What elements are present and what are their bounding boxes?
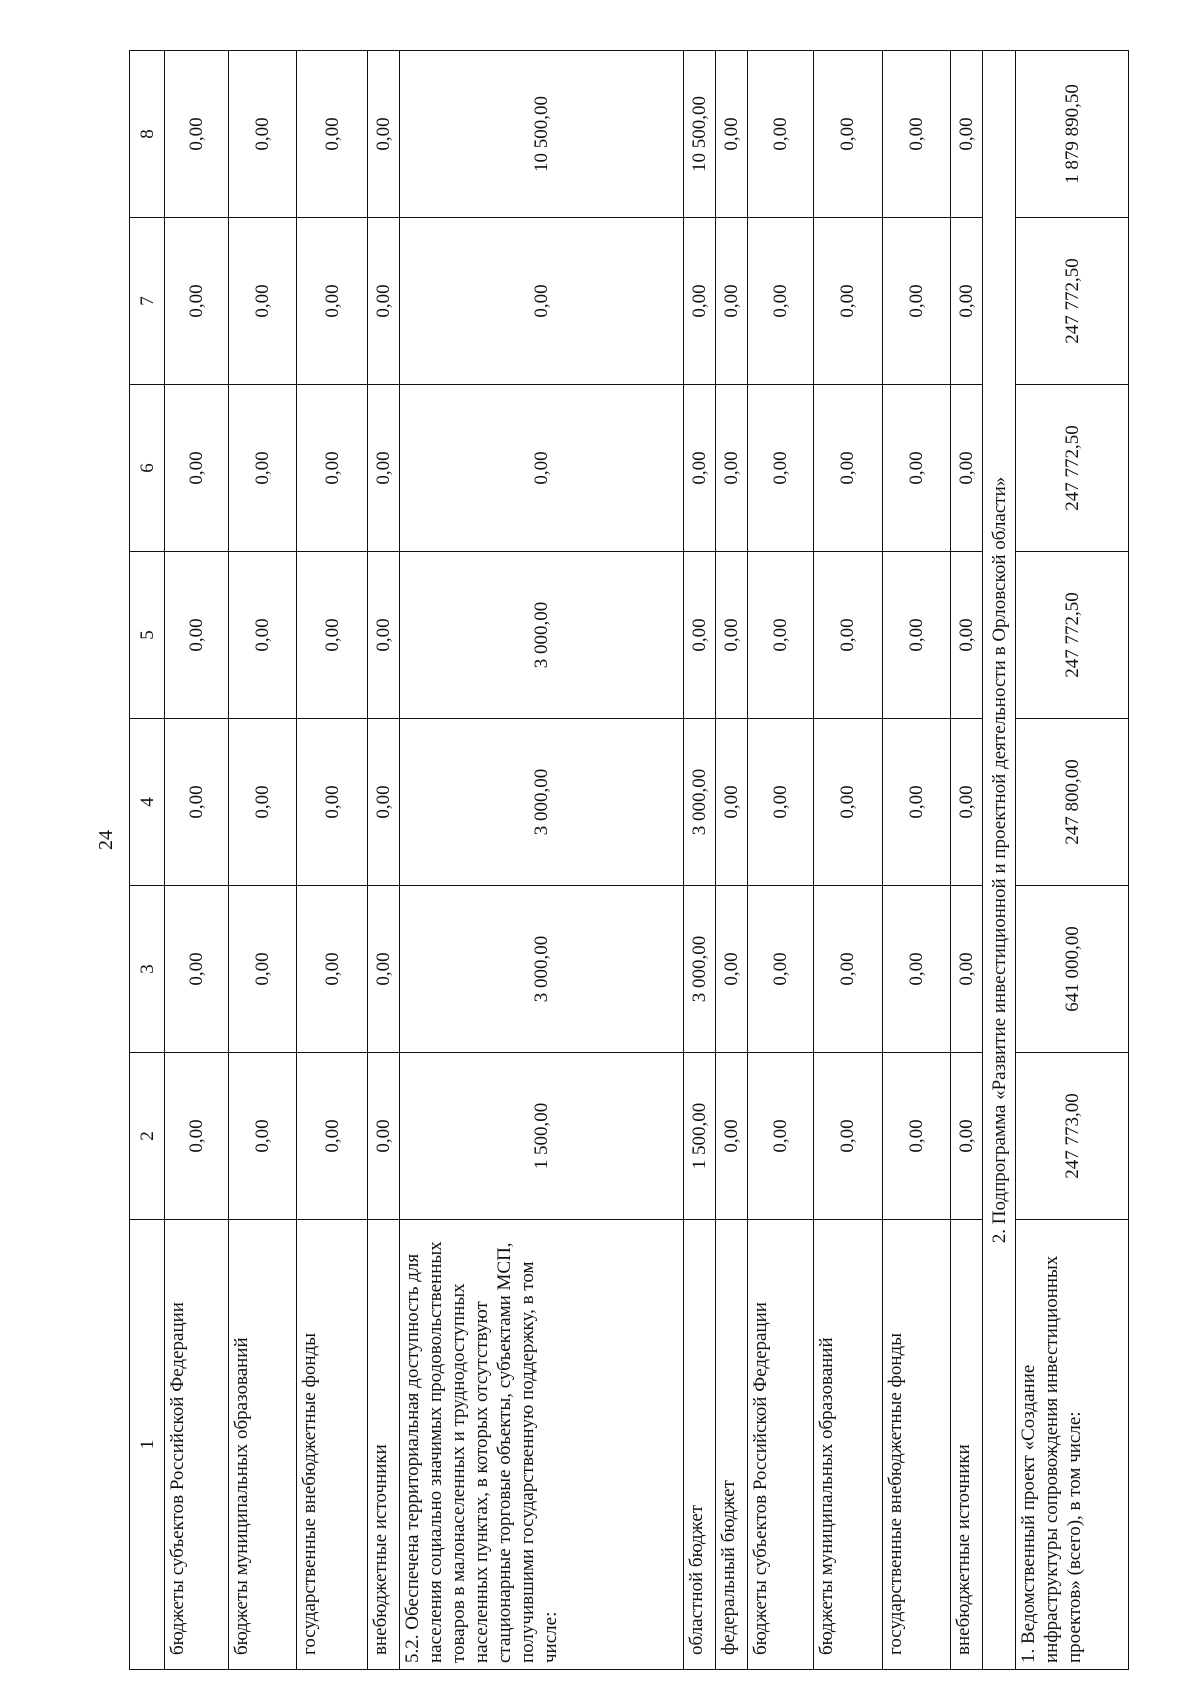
cell-value: 0,00 — [368, 51, 400, 218]
cell-value: 0,00 — [368, 1053, 400, 1220]
cell-value: 0,00 — [814, 385, 883, 552]
cell-value: 10 500,00 — [400, 51, 684, 218]
cell-value: 0,00 — [165, 51, 229, 218]
row-label: внебюджетные источники — [368, 1220, 400, 1670]
cell-value: 0,00 — [882, 719, 951, 886]
cell-value: 247 772,50 — [1016, 552, 1129, 719]
cell-value: 0,00 — [716, 218, 748, 385]
cell-value: 1 500,00 — [684, 1053, 716, 1220]
cell-value: 0,00 — [951, 719, 983, 886]
cell-value: 0,00 — [716, 886, 748, 1053]
table-header-row — [130, 51, 165, 1670]
page-number: 24 — [95, 830, 117, 850]
cell-value: 0,00 — [951, 218, 983, 385]
table-row — [165, 51, 229, 1670]
cell-value: 0,00 — [165, 552, 229, 719]
row-label: федеральный бюджет — [716, 1220, 748, 1670]
cell-value: 0,00 — [814, 1053, 883, 1220]
cell-value: 0,00 — [297, 51, 368, 218]
table-row — [228, 51, 297, 1670]
row-label: бюджеты субъектов Российской Федерации — [165, 1220, 229, 1670]
cell-value: 3 000,00 — [400, 886, 684, 1053]
cell-value: 3 000,00 — [684, 719, 716, 886]
cell-value: 0,00 — [228, 719, 297, 886]
cell-value: 0,00 — [882, 552, 951, 719]
table-row — [882, 51, 951, 1670]
cell-value: 0,00 — [814, 719, 883, 886]
cell-value: 0,00 — [748, 218, 814, 385]
cell-value: 0,00 — [368, 218, 400, 385]
cell-value: 0,00 — [716, 51, 748, 218]
cell-value: 0,00 — [228, 886, 297, 1053]
cell-value: 0,00 — [368, 385, 400, 552]
column-header: 7 — [130, 218, 165, 385]
cell-value: 0,00 — [368, 719, 400, 886]
subprogram-title: 2. Подпрограмма «Развитие инвестиционной и проектной деятельности в Орловской области» — [983, 51, 1016, 1670]
cell-value: 247 772,50 — [1016, 385, 1129, 552]
cell-value: 0,00 — [684, 385, 716, 552]
cell-value: 0,00 — [368, 886, 400, 1053]
cell-value: 0,00 — [228, 218, 297, 385]
cell-value: 0,00 — [297, 552, 368, 719]
cell-value: 0,00 — [748, 1053, 814, 1220]
cell-value: 0,00 — [228, 1053, 297, 1220]
row-label: государственные внебюджетные фонды — [297, 1220, 368, 1670]
cell-value: 3 000,00 — [684, 886, 716, 1053]
cell-value: 0,00 — [716, 719, 748, 886]
cell-value: 0,00 — [400, 385, 684, 552]
cell-value: 0,00 — [297, 385, 368, 552]
cell-value: 0,00 — [716, 552, 748, 719]
cell-value: 0,00 — [716, 385, 748, 552]
table-row — [748, 51, 814, 1670]
row-label: внебюджетные источники — [951, 1220, 983, 1670]
cell-value: 0,00 — [748, 385, 814, 552]
cell-value: 0,00 — [165, 719, 229, 886]
cell-value: 0,00 — [165, 1053, 229, 1220]
cell-value: 3 000,00 — [400, 552, 684, 719]
cell-value: 3 000,00 — [400, 719, 684, 886]
row-label: бюджеты муниципальных образований — [228, 1220, 297, 1670]
cell-value: 247 772,50 — [1016, 218, 1129, 385]
budget-table-container — [129, 50, 1129, 1670]
column-header: 5 — [130, 552, 165, 719]
row-label: государственные внебюджетные фонды — [882, 1220, 951, 1670]
cell-value: 0,00 — [951, 886, 983, 1053]
table-row — [814, 51, 883, 1670]
cell-value: 0,00 — [684, 218, 716, 385]
cell-value: 0,00 — [748, 51, 814, 218]
cell-value: 0,00 — [684, 552, 716, 719]
cell-value: 0,00 — [814, 51, 883, 218]
cell-value: 0,00 — [165, 218, 229, 385]
column-header: 6 — [130, 385, 165, 552]
cell-value: 0,00 — [814, 886, 883, 1053]
budget-table — [129, 50, 1129, 1670]
table-row — [368, 51, 400, 1670]
cell-value: 0,00 — [814, 218, 883, 385]
table-row-section — [983, 51, 1016, 1670]
cell-value: 0,00 — [165, 886, 229, 1053]
cell-value: 1 500,00 — [400, 1053, 684, 1220]
cell-value: 0,00 — [400, 218, 684, 385]
cell-value: 0,00 — [882, 385, 951, 552]
cell-value: 0,00 — [951, 385, 983, 552]
row-label: бюджеты субъектов Российской Федерации — [748, 1220, 814, 1670]
column-header: 4 — [130, 719, 165, 886]
cell-value: 0,00 — [297, 719, 368, 886]
cell-value: 0,00 — [951, 1053, 983, 1220]
column-header: 1 — [130, 1220, 165, 1670]
table-row-project — [1016, 51, 1129, 1670]
column-header: 2 — [130, 1053, 165, 1220]
cell-value: 0,00 — [748, 552, 814, 719]
cell-value: 0,00 — [882, 218, 951, 385]
table-row — [297, 51, 368, 1670]
cell-value: 0,00 — [882, 1053, 951, 1220]
column-header: 3 — [130, 886, 165, 1053]
cell-value: 0,00 — [228, 51, 297, 218]
cell-value: 247 773,00 — [1016, 1053, 1129, 1220]
cell-value: 641 000,00 — [1016, 886, 1129, 1053]
cell-value: 10 500,00 — [684, 51, 716, 218]
cell-value: 0,00 — [951, 51, 983, 218]
row-label: бюджеты муниципальных образований — [814, 1220, 883, 1670]
cell-value: 0,00 — [228, 385, 297, 552]
cell-value: 0,00 — [228, 552, 297, 719]
cell-value: 0,00 — [297, 886, 368, 1053]
cell-value: 0,00 — [165, 385, 229, 552]
row-label: областной бюджет — [684, 1220, 716, 1670]
table-row-measure — [400, 51, 684, 1670]
cell-value: 0,00 — [748, 886, 814, 1053]
measure-label: 5.2. Обеспечена территориальная доступность для населения социально значимых продовольственных товаров в малонаселенных и труднодоступных населенных пунктах, в которых отсутствуют стационарные торговые объекты, субъектами МСП, получившими государственную поддержку, в том числе: — [400, 1220, 684, 1670]
table-row — [951, 51, 983, 1670]
cell-value: 0,00 — [297, 1053, 368, 1220]
cell-value: 247 800,00 — [1016, 719, 1129, 886]
table-row — [684, 51, 716, 1670]
cell-value: 0,00 — [748, 719, 814, 886]
cell-value: 0,00 — [297, 218, 368, 385]
cell-value: 1 879 890,50 — [1016, 51, 1129, 218]
column-header: 8 — [130, 51, 165, 218]
cell-value: 0,00 — [716, 1053, 748, 1220]
table-row — [716, 51, 748, 1670]
cell-value: 0,00 — [882, 886, 951, 1053]
project-label: 1. Ведомственный проект «Создание инфраструктуры сопровождения инвестиционных проектов» (всего), в том числе: — [1016, 1220, 1129, 1670]
cell-value: 0,00 — [368, 552, 400, 719]
cell-value: 0,00 — [951, 552, 983, 719]
cell-value: 0,00 — [814, 552, 883, 719]
cell-value: 0,00 — [882, 51, 951, 218]
